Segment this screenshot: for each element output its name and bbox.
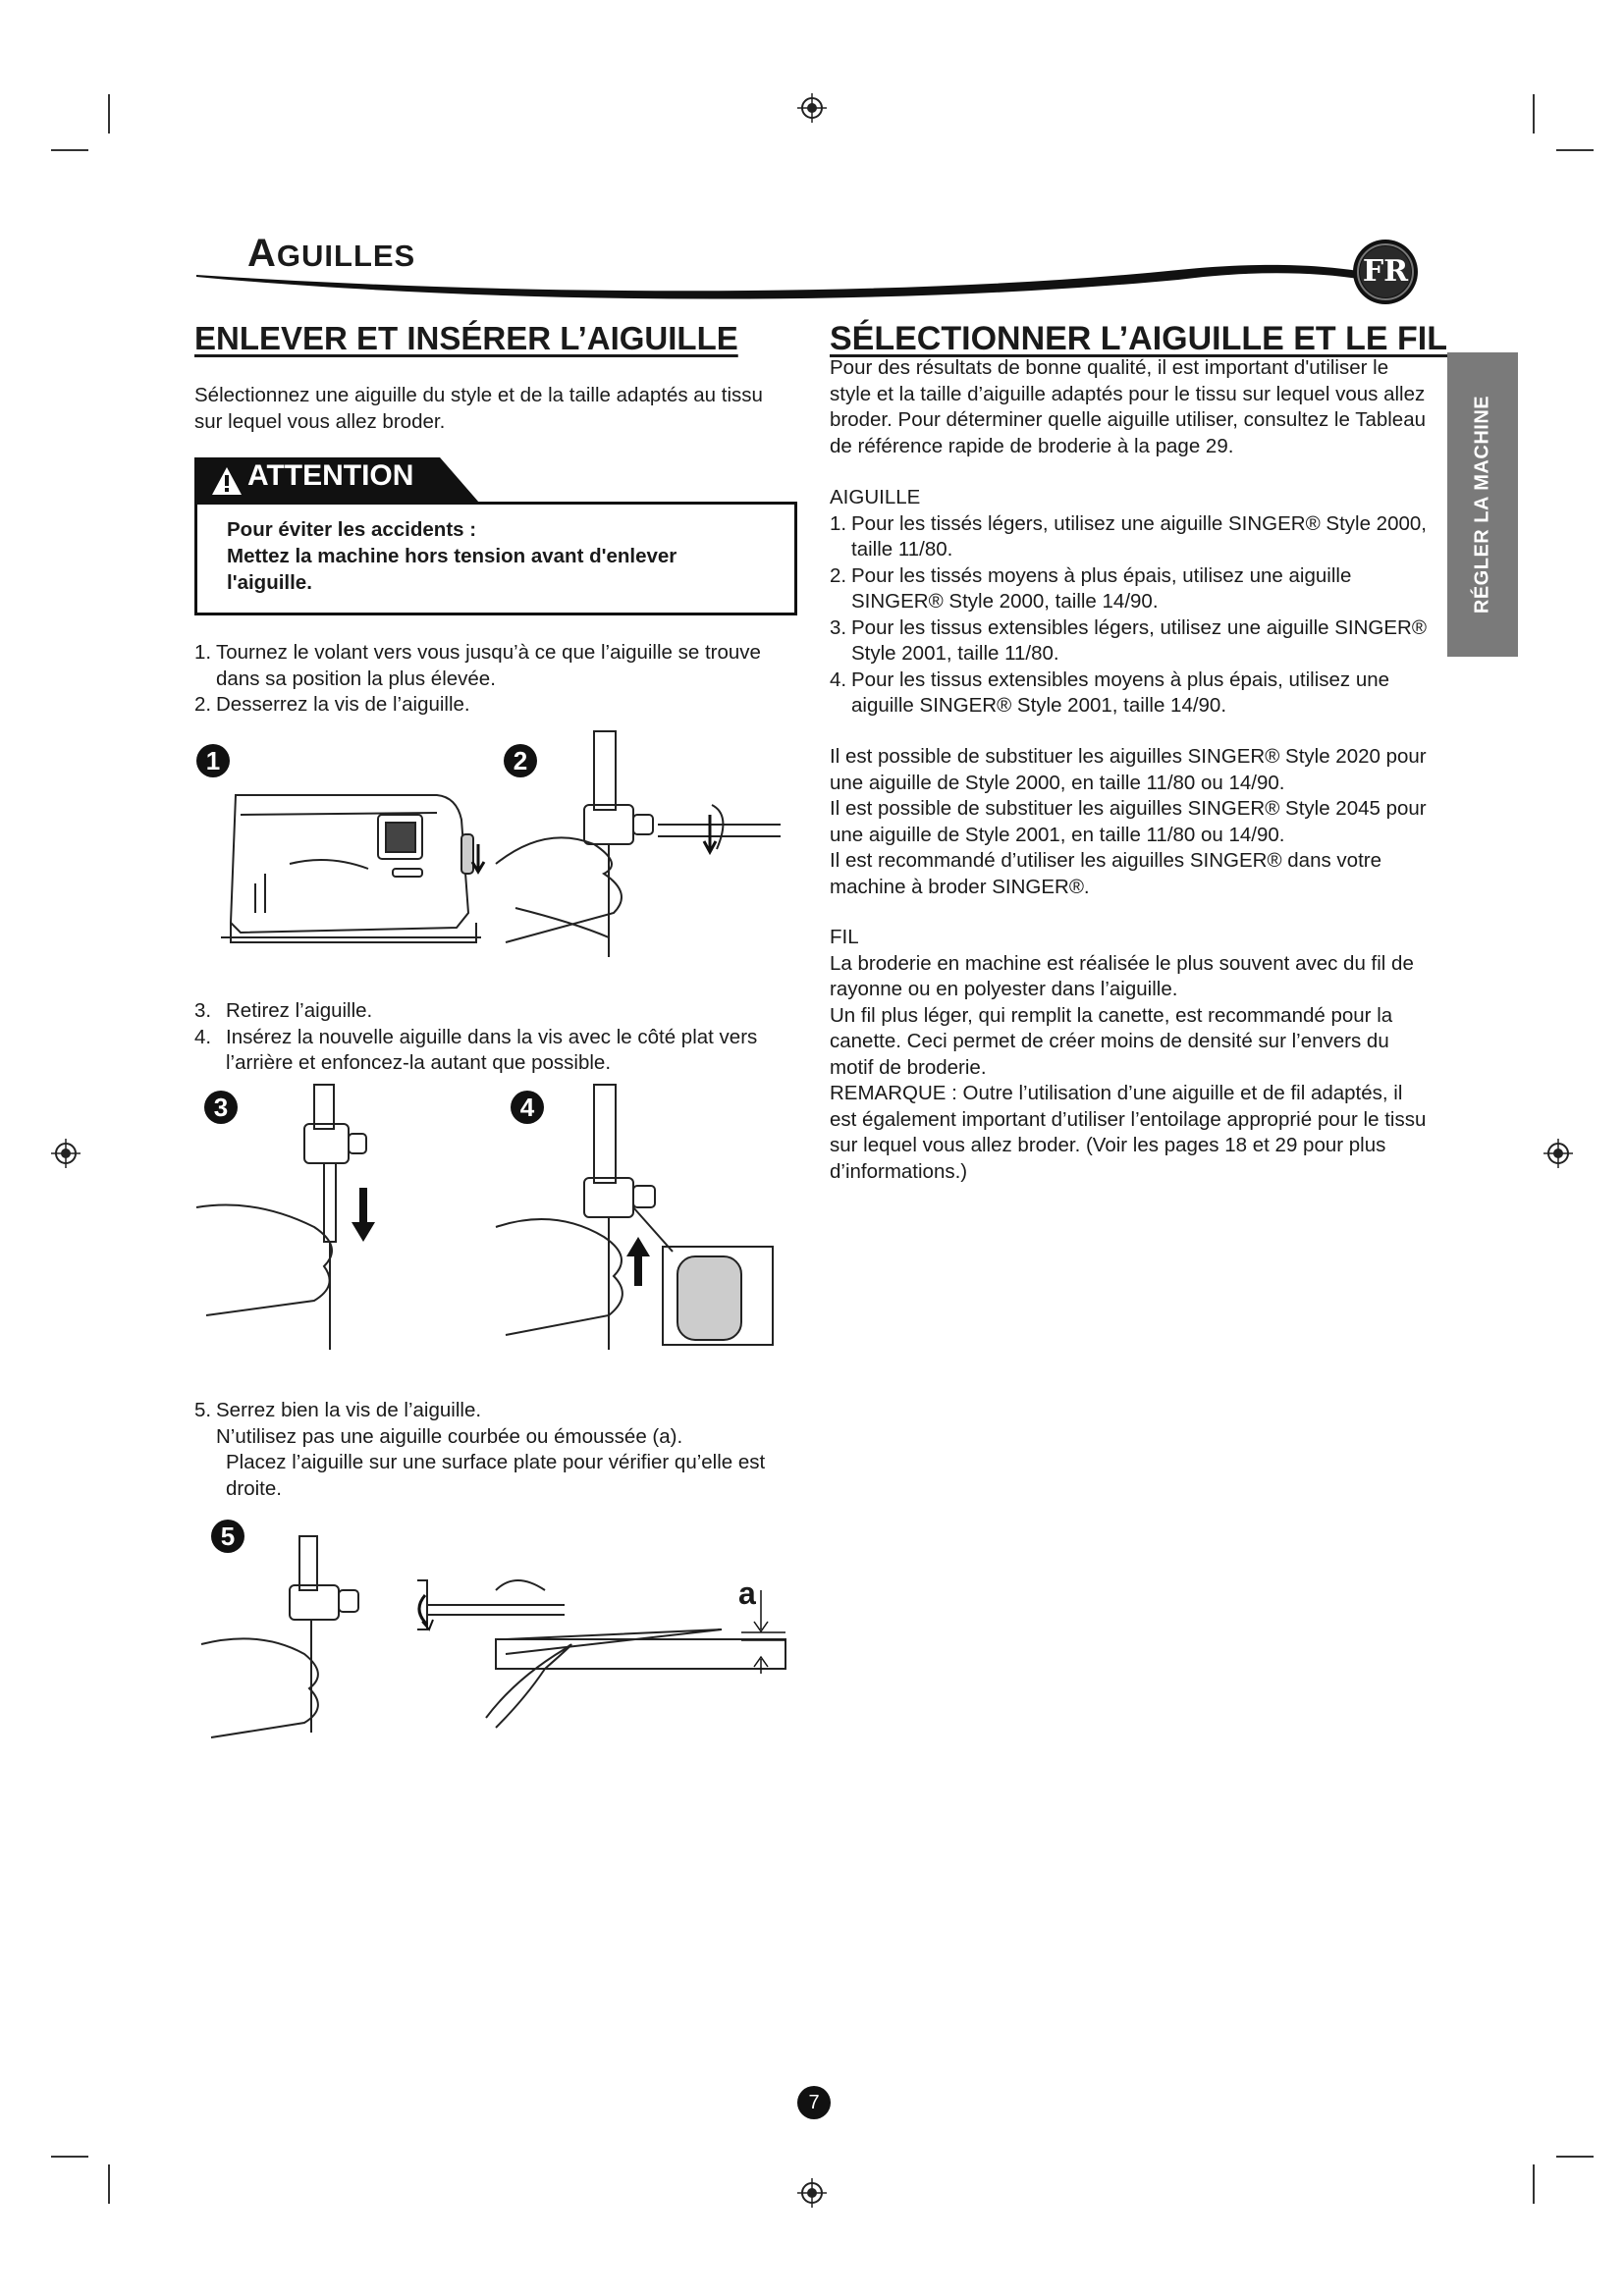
- crop-mark: [51, 149, 88, 151]
- list-item: [830, 615, 1429, 667]
- list-text: Insérez la nouvelle aiguille dans la vis avec le côté plat vers l’arrière et enfoncez-la autant que possible.: [226, 1025, 758, 1074]
- steps-list-a: [194, 640, 774, 719]
- warning-line-1: Pour éviter les accidents :: [227, 518, 477, 541]
- crop-mark: [1556, 2156, 1594, 2158]
- crop-mark: [1533, 2164, 1535, 2204]
- crop-mark: [108, 94, 110, 133]
- list-item: [194, 1398, 784, 1424]
- side-tab-label: RÉGLER LA MACHINE: [1471, 395, 1493, 614]
- title-initial: A: [247, 232, 277, 275]
- list-item: [830, 563, 1429, 615]
- figure-label: 5: [211, 1520, 244, 1553]
- right-intro: Pour des résultats de bonne qualité, il est important d'utiliser le style et la taille d’aiguille adaptés pour le tissu sur lequel vous allez broder. Pour déterminer quelle aiguille utiliser, consultez le Tableau de référence rapide de broderie à la page 29.: [830, 356, 1427, 457]
- list-text: Desserrez la vis de l’aiguille.: [216, 693, 470, 716]
- list-number: 3.: [194, 999, 212, 1022]
- registration-mark-icon: [51, 1139, 81, 1168]
- substitute-paragraph: Il est possible de substituer les aiguilles SINGER® Style 2020 pour une aiguille de Style 2000, en taille 11/80 ou 14/90.: [830, 745, 1427, 794]
- sewing-machine-illustration: [211, 775, 486, 957]
- list-text: Pour les tissus extensibles légers, utilisez une aiguille SINGER® Style 2001, taille 11/80.: [851, 615, 1427, 665]
- list-number: 4.: [830, 667, 847, 691]
- warning-box: [194, 502, 797, 615]
- substitute-section: [830, 744, 1429, 900]
- thread-paragraph: La broderie en machine est réalisée le plus souvent avec du fil de rayonne ou en polyester dans l’aiguille.: [830, 951, 1414, 1000]
- steps-list-b: [194, 998, 784, 1077]
- needle-clamp-illustration: [486, 726, 790, 962]
- needle-section: [830, 485, 1429, 720]
- left-heading: ENLEVER ET INSÉRER L’AIGUILLE: [194, 320, 738, 356]
- right-heading: SÉLECTIONNER L’AIGUILLE ET LE FIL: [830, 320, 1448, 357]
- list-number: 5.: [194, 1399, 212, 1421]
- crop-mark: [1556, 149, 1594, 151]
- crop-mark: [108, 2164, 110, 2204]
- list-text: Pour les tissés légers, utilisez une aiguille SINGER® Style 2000, taille 11/80.: [851, 511, 1427, 561]
- list-text: Pour les tissés moyens à plus épais, utilisez une aiguille SINGER® Style 2000, taille 14/90.: [851, 563, 1352, 613]
- list-text: Tournez le volant vers vous jusqu’à ce que l’aiguille se trouve dans sa position la plus élevée.: [216, 641, 761, 690]
- title-swoosh-rule: [196, 250, 1404, 309]
- left-intro: Sélectionnez une aiguille du style et de la taille adaptés au tissu sur lequel vous allez broder.: [194, 384, 763, 433]
- needle-tighten-illustration: [191, 1531, 790, 1747]
- figure-a-label: a: [738, 1575, 756, 1611]
- thread-title: FIL: [830, 926, 859, 948]
- figure-label: 2: [504, 744, 537, 777]
- warning-line-2: Mettez la machine hors tension avant d'enlever l'aiguille.: [227, 545, 677, 594]
- list-number: 1.: [830, 511, 847, 535]
- list-item: [194, 692, 774, 719]
- thread-paragraph: REMARQUE : Outre l’utilisation d’une aiguille et de fil adaptés, il est également important d’utiliser l’entoilage approprié pour le tissu sur lequel vous allez broder. (Voir les pages 18 et 29 pour plus d’informations.): [830, 1082, 1427, 1183]
- list-item: [194, 1025, 784, 1077]
- title-rest: GUILLES: [276, 239, 416, 273]
- warning-text: [227, 516, 737, 596]
- step-5-line-3: Placez l’aiguille sur une surface plate pour vérifier qu’elle est droite.: [226, 1451, 766, 1500]
- list-text: Pour les tissus extensibles moyens à plus épais, utilisez une aiguille SINGER® Style 2001, taille 14/90.: [851, 667, 1390, 717]
- needle-removal-illustration: [187, 1080, 412, 1355]
- crop-mark: [1533, 94, 1535, 133]
- list-item: [830, 511, 1429, 563]
- list-number: 1.: [194, 641, 212, 664]
- list-text: Serrez bien la vis de l’aiguille.: [216, 1399, 482, 1421]
- substitute-paragraph: Il est possible de substituer les aiguilles SINGER® Style 2045 pour une aiguille de Style 2001, en taille 11/80 ou 14/90.: [830, 797, 1427, 846]
- step-5: [194, 1398, 784, 1502]
- list-number: 2.: [194, 693, 212, 716]
- needle-insert-illustration: [486, 1080, 790, 1355]
- thread-paragraph: Un fil plus léger, qui remplit la canette, est recommandé pour la canette. Ceci permet de créer moins de densité sur l’envers du motif de broderie.: [830, 1003, 1393, 1079]
- language-badge: [1351, 238, 1420, 306]
- thread-section: [830, 925, 1431, 1185]
- substitute-paragraph: Il est recommandé d’utiliser les aiguilles SINGER® dans votre machine à broder SINGER®.: [830, 849, 1381, 898]
- registration-mark-icon: [1543, 1139, 1573, 1168]
- figure-label: 4: [511, 1091, 544, 1124]
- figure-label: 1: [196, 744, 230, 777]
- page-number: 7: [797, 2086, 831, 2119]
- language-badge-text: FR: [1362, 254, 1409, 289]
- side-tab: [1447, 352, 1518, 657]
- list-item: [830, 667, 1429, 720]
- list-number: 4.: [194, 1025, 212, 1048]
- registration-mark-icon: [797, 2178, 827, 2208]
- warning-label: ATTENTION: [247, 459, 414, 492]
- figure-label: 3: [204, 1091, 238, 1124]
- step-5-line-2: N’utilisez pas une aiguille courbée ou émoussée (a).: [216, 1424, 683, 1448]
- list-item: [194, 998, 784, 1025]
- list-text: Retirez l’aiguille.: [226, 999, 373, 1022]
- list-number: 3.: [830, 615, 847, 639]
- needle-title: AIGUILLE: [830, 486, 921, 508]
- list-number: 2.: [830, 563, 847, 587]
- list-item: [194, 640, 774, 692]
- registration-mark-icon: [797, 93, 827, 123]
- crop-mark: [51, 2156, 88, 2158]
